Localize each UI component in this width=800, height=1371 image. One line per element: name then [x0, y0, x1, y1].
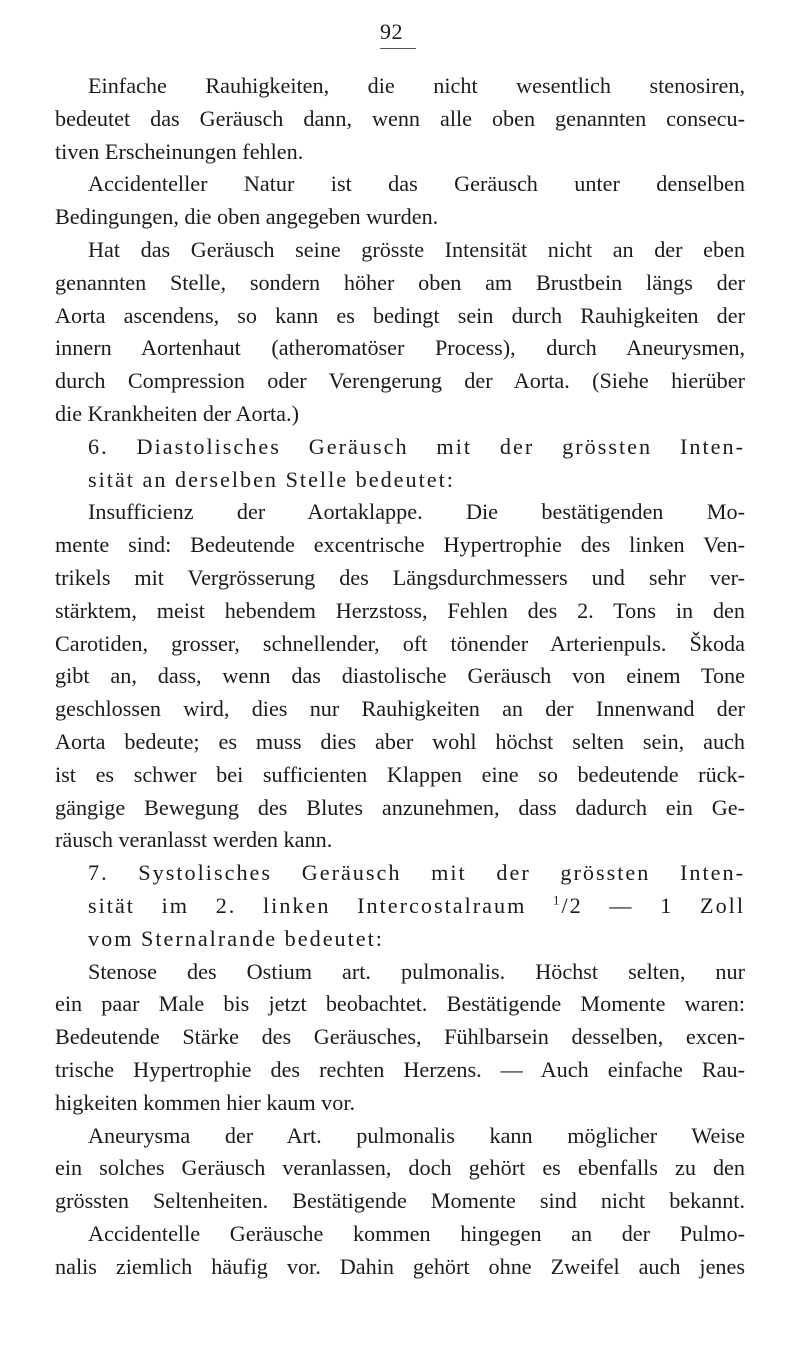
- text-line: die Krankheiten der Aorta.): [55, 400, 299, 426]
- text-line: geschlossen wird, dies nur Rauhigkeiten an der Innenwand der: [55, 696, 745, 722]
- text-line: Stenose des Ostium art. pulmonalis. Höchst selten, nur: [88, 958, 745, 984]
- text-line: räusch veranlasst werden kann.: [55, 827, 333, 853]
- text-line: ist es schwer bei sufficienten Klappen eine so bedeutende rück-: [55, 761, 745, 787]
- fraction-numerator: 1: [553, 892, 562, 908]
- text-line: Accidenteller Natur ist das Geräusch unter denselben: [88, 171, 745, 197]
- section-heading-line: vom Sternalrande bedeutet:: [88, 925, 384, 951]
- page-number: 92: [380, 19, 403, 44]
- text-line: innern Aortenhaut (atheromatöser Process), durch Aneurysmen,: [55, 335, 745, 361]
- text-line: Aneurysma der Art. pulmonalis kann möglicher Weise: [88, 1122, 745, 1148]
- text-line: Einfache Rauhigkeiten, die nicht wesentlich stenosiren,: [88, 73, 745, 98]
- text-line: grössten Seltenheiten. Bestätigende Momente sind nicht bekannt.: [55, 1188, 745, 1214]
- text-line: trische Hypertrophie des rechten Herzens. — Auch einfache Rau-: [55, 1056, 745, 1082]
- section-heading-line: sität an derselben Stelle bedeutet:: [88, 466, 455, 492]
- text-line: stärktem, meist hebendem Herzstoss, Fehlen des 2. Tons in den: [55, 597, 745, 623]
- page-number-rule: [380, 48, 416, 49]
- heading-fragment: /2 — 1 Zoll: [561, 892, 745, 918]
- text-line: genannten Stelle, sondern höher oben am Brustbein längs der: [55, 269, 745, 295]
- text-line: durch Compression oder Verengerung der Aorta. (Siehe hierüber: [55, 368, 745, 394]
- text-line: Insufficienz der Aortaklappe. Die bestätigenden Mo-: [88, 499, 745, 525]
- text-line: Aorta bedeute; es muss dies aber wohl höchst selten sein, auch: [55, 728, 745, 754]
- text-line: bedeutet das Geräusch dann, wenn alle oben genannten consecu-: [55, 105, 745, 131]
- text-line: Carotiden, grosser, schnellender, oft tönender Arterienpuls. Škoda: [55, 630, 745, 656]
- text-line: Hat das Geräusch seine grösste Intensität nicht an der eben: [88, 236, 745, 262]
- text-line: Bedingungen, die oben angegeben wurden.: [55, 204, 439, 230]
- text-line: gibt an, dass, wenn das diastolische Geräusch von einem Tone: [55, 663, 745, 689]
- section-heading-line: [55, 890, 745, 923]
- text-line: Bedeutende Stärke des Geräusches, Fühlbarsein desselben, excen-: [55, 1024, 745, 1050]
- text-line: ein paar Male bis jetzt beobachtet. Bestätigende Momente waren:: [55, 991, 745, 1017]
- section-heading-line: 6. Diastolisches Geräusch mit der grössten Inten-: [88, 433, 745, 459]
- text-line: mente sind: Bedeutende excentrische Hypertrophie des linken Ven-: [55, 532, 745, 558]
- body-text: [55, 70, 745, 1283]
- text-line: Accidentelle Geräusche kommen hingegen an der Pulmo-: [88, 1220, 745, 1246]
- text-line: higkeiten kommen hier kaum vor.: [55, 1089, 356, 1115]
- text-line: ein solches Geräusch veranlassen, doch gehört es ebenfalls zu den: [55, 1155, 745, 1181]
- heading-fragment: sität im 2. linken Intercostalraum: [88, 892, 527, 918]
- section-heading-line: 7. Systolisches Geräusch mit der grössten Inten-: [88, 860, 745, 886]
- text-line: tiven Erscheinungen fehlen.: [55, 138, 304, 164]
- text-line: Aorta ascendens, so kann es bedingt sein durch Rauhigkeiten der: [55, 302, 745, 328]
- text-line: trikels mit Vergrösserung des Längsdurchmessers und sehr ver-: [55, 564, 745, 590]
- text-line: nalis ziemlich häufig vor. Dahin gehört ohne Zweifel auch jenes: [55, 1253, 745, 1279]
- text-line: gängige Bewegung des Blutes anzunehmen, dass dadurch ein Ge-: [55, 794, 745, 820]
